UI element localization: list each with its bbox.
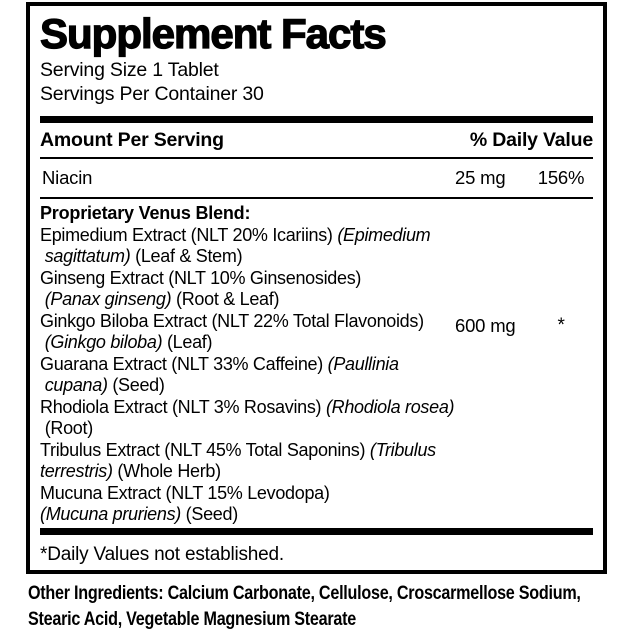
blend-amount: 600 mg xyxy=(455,315,516,336)
blend-line: (Ginkgo biloba) (Leaf) xyxy=(44,332,213,352)
servings-per-container: Servings Per Container 30 xyxy=(40,83,264,105)
thick-divider-bottom xyxy=(40,528,593,535)
blend-line: Tribulus Extract (NLT 45% Total Saponins) (Tribulus xyxy=(40,439,436,460)
blend-line: (Panax ginseng) (Root & Leaf) xyxy=(44,289,280,309)
blend-line: (Root) xyxy=(40,418,93,438)
column-header-row xyxy=(40,128,593,152)
blend-line: cupana) (Seed) xyxy=(44,375,165,395)
blend-line: Proprietary Venus Blend: xyxy=(40,203,251,223)
nutrient-amount: 25 mg xyxy=(455,167,506,188)
thick-divider-top xyxy=(40,116,593,123)
proprietary-blend-section xyxy=(40,199,593,528)
blend-line: sagittatum) (Leaf & Stem) xyxy=(44,246,243,266)
blend-lines xyxy=(40,203,593,526)
blend-line: Ginkgo Biloba Extract (NLT 22% Total Flavonoids) xyxy=(40,310,424,331)
other-ingredients-line: Other Ingredients: Calcium Carbonate, Cellulose, Croscarmellose Sodium, xyxy=(28,583,581,604)
nutrient-daily-value: 156% xyxy=(537,167,585,188)
daily-value-header: % Daily Value xyxy=(469,128,593,151)
supplement-facts-title: Supplement Facts xyxy=(40,10,386,57)
nutrient-name: Niacin xyxy=(42,167,93,188)
blend-line: terrestris) (Whole Herb) xyxy=(40,461,221,481)
blend-daily-value-asterisk: * xyxy=(557,315,565,336)
blend-line: Guarana Extract (NLT 33% Caffeine) (Paullinia xyxy=(40,353,399,374)
amount-per-serving-header: Amount Per Serving xyxy=(40,128,224,151)
supplement-facts-panel xyxy=(26,2,607,574)
blend-line: Mucuna Extract (NLT 15% Levodopa) xyxy=(40,482,330,503)
serving-size: Serving Size 1 Tablet xyxy=(40,59,219,81)
other-ingredients-line: Stearic Acid, Vegetable Magnesium Stearate xyxy=(28,608,356,630)
other-ingredients xyxy=(28,581,638,632)
blend-line: Epimedium Extract (NLT 20% Icariins) (Epimedium xyxy=(40,224,431,245)
blend-line: Rhodiola Extract (NLT 3% Rosavins) (Rhodiola rosea) xyxy=(40,396,455,417)
nutrient-row-niacin xyxy=(40,159,593,197)
blend-line: (Mucuna pruriens) (Seed) xyxy=(40,504,238,524)
daily-value-footnote: *Daily Values not established. xyxy=(40,543,284,565)
blend-line: Ginseng Extract (NLT 10% Ginsenosides) xyxy=(40,267,362,288)
